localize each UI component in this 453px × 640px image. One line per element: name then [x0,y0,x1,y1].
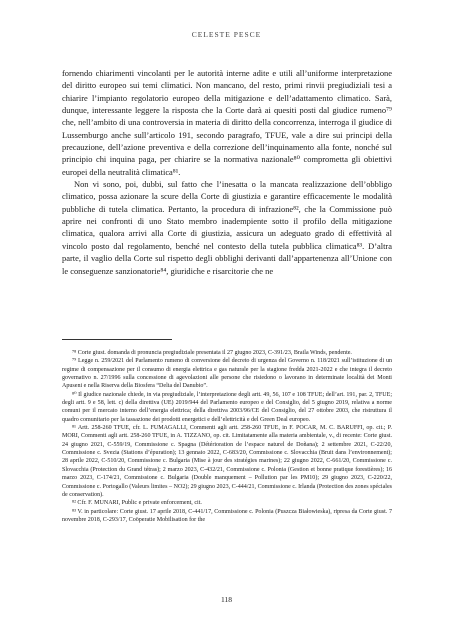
footnote: ⁷⁸ Corte giust. domanda di pronuncia pregiudiziale presentata il 27 giugno 2023, C-391/23, Braila Winds, pendente. [72,350,352,356]
footnote: ⁸² Cfr. F. MUNARI, Public e private enforcement, cit. [72,500,202,507]
body-text [62,67,392,277]
footnote: ⁸¹ Artt. 258-260 TFUE, cfr. L. FUMAGALLI, Commenti agli artt. 258-260 TFUE, in F. POCAR, M. C. BARUFFI, op. cit.; P. MORI, Commenti agli artt. 258-260 TFUE, in A. TIZZANO, op. cit. Limitatamente alla materia ambientale, v., di recente: Corte giust. 24 giugno 2021, C-559/19, Commissione c. Spagna (Détérioration de l’espace naturel de Doñana); 2 settembre 2021, C-22/20, Commissione c. Svezia (Stations d’épuration); 13 gennaio 2022, C-683/20, Commissione c. Slovacchia (Bruit dans l’environnement); 28 aprile 2022, C-510/20, Commissione c. Bulgaria (Mise à jour des stratégies marines); 22 giugno 2022, C-661/20, Commissione c. Slovacchia (Protection du Grand tétras); 2 marzo 2023, C-432/21, Commissione c. Polonia (Gestion et bonne pratique forestières); 16 marzo 2023, C-174/21, Commissione c. Bulgaria (Double manquement – Pollution par les PM10); 29 giugno 2023, C-220/22, Commissione c. Portogallo (Valeurs limites – NO2); 29 giugno 2023, C-444/21, Commissione c. Irlanda (Protection des zones spéciales de conservation). [62,425,392,498]
footnote-separator [62,339,172,340]
running-head: CELESTE PESCE [191,30,262,39]
footnote: ⁸³ V. in particolare: Corte giust. 17 aprile 2018, C-441/17, Commissione c. Polonia (Puszcza Białowieska), ripresa da Corte giust. 7 novembre 2018, C-293/17, Coöperatie Mobilisation for the [62,508,392,523]
body-paragraph: fornendo chiarimenti vincolanti per le autorità interne adite e utili all’uniforme interpretazione del diritto europeo sui temi climatici. Non mancano, del resto, primi rinvii pregiudiziali tesi a chiarire l’impianto regolatorio europeo della mitigazione e dell’adattamento climatico. Sarà, dunque, interessante leggere la risposta che la Corte darà ai quesiti posti dal giudice rumeno⁷⁹ che, nell’ambito di una controversia in materia di diritto della concorrenza, interroga il giudice di Lussemburgo anche sull’articolo 191, secondo paragrafo, TFUE, vale a dire sui principi della precauzione, dell’azione preventiva e della correzione dell’inquinamento alla fonte, nonché sul principio chi inquina paga, per chiarire se la normativa nazionale⁸⁰ comprometta gli obiettivi europei della neutralità climatica⁸¹. [62,68,392,177]
footnotes [62,349,392,524]
page-number: 118 [221,595,232,604]
footnote: ⁷⁹ Legge n. 259/2021 del Parlamento rumeno di conversione del decreto di urgenza del Governo n. 118/2021 sull’istituzione di un regime di compensazione per il consumo di energia elettrica e gas naturale per la stagione fredda 2021-2022 e che integra il decreto governativo n. 27/1996 sulla concessione di agevolazioni alle persone che risiedono o lavorano in determinate località dei Monti Apuseni e nella Riserva della Biosfera “Delta del Danubio”. [62,358,392,390]
footnote: ⁸⁰ Il giudice nazionale chiede, in via pregiudiziale, l’interpretazione degli artt. 49, 56, 107 e 108 TFUE; dell’art. 191, par. 2, TFUE; degli artt. 9 e 58, lett. c) della direttiva (UE) 2019/944 del Parlamento europeo e del Consiglio, del 5 giugno 2019, relativa a norme comuni per il mercato interno dell’energia elettrica; della direttiva 2003/96/CE del Consiglio, del 27 ottobre 2003, che ristruttura il quadro comunitario per la tassazione dei prodotti energetici e dell’elettricità e del Green Deal europeo. [62,391,392,423]
body-paragraph: Non vi sono, poi, dubbi, sul fatto che l’inesatta o la mancata realizzazione dell’obbligo climatico, possa azionare la scure della Corte di giustizia e garantire efficacemente le modalità pubbliche di tutela climatica. Pertanto, la procedura di infrazione⁸², che la Commissione può aprire nei confronti di uno Stato membro inadempiente sotto il profilo della mitigazione climatica, qualora arrivi alla Corte di giustizia, assicura un adeguato grado di effettività al vincolo posto dal regolamento, benché nel contesto della tutela pubblica climatica⁸³. D’altra parte, il vaglio della Corte sul rispetto degli obblighi derivanti dall’appartenenza all’Unione con le conseguenze sanzionatorie⁸⁴, giuridiche e risarcitorie che ne [62,179,392,276]
